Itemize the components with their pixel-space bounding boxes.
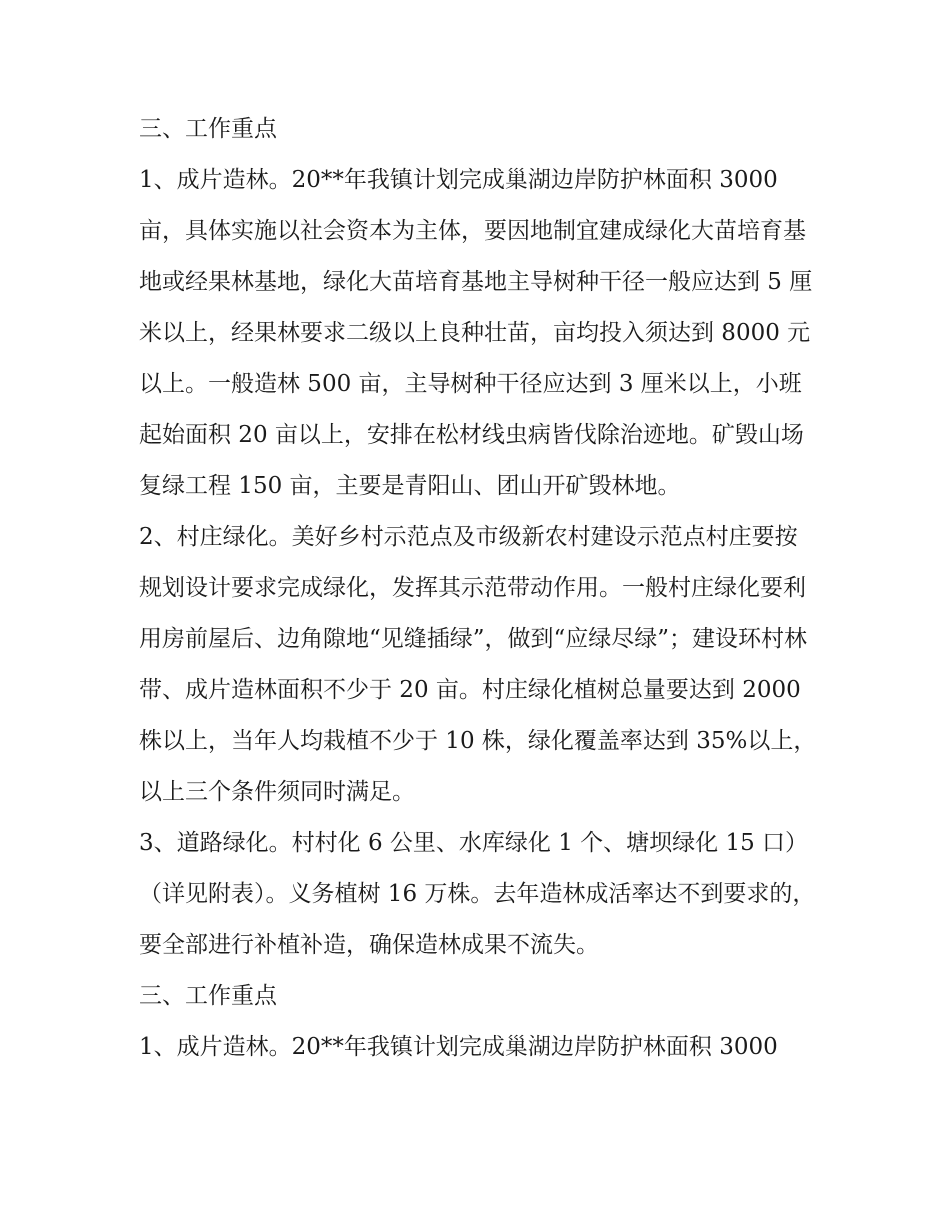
section-heading-repeat: 三、工作重点	[139, 983, 277, 1009]
paragraph-afforestation-repeat: 1、成片造林。20**年我镇计划完成巢湖边岸防护林面积 3000	[139, 1034, 778, 1060]
section-heading: 三、工作重点	[139, 116, 277, 142]
document-body	[139, 104, 819, 1073]
paragraph-road-greening: 3、道路绿化。村村化 6 公里、水库绿化 1 个、塘坝绿化 15 口）（详见附表）。义务植树 16 万株。去年造林成活率达不到要求的，要全部进行补植补造，确保造林成果不流失。	[139, 830, 816, 958]
paragraph-village-greening: 2、村庄绿化。美好乡村示范点及市级新农村建设示范点村庄要按规划设计要求完成绿化，发挥其示范带动作用。一般村庄绿化要利用房前屋后、边角隙地“见缝插绿”，做到“应绿尽绿”；建设环村林带、成片造林面积不少于 20 亩。村庄绿化植树总量要达到 2000 株以上，当年人均栽植不少于 10 株，绿化覆盖率达到 35%以上，以上三个条件须同时满足。	[139, 524, 817, 805]
paragraph-afforestation: 1、成片造林。20**年我镇计划完成巢湖边岸防护林面积 3000 亩，具体实施以社会资本为主体，要因地制宜建成绿化大苗培育基地或经果林基地，绿化大苗培育基地主导树种干径一般应达到 5 厘米以上，经果林要求二级以上良种壮苗，亩均投入须达到 8000 元以上。一般造林 500 亩，主导树种干径应达到 3 厘米以上，小班起始面积 20 亩以上，安排在松材线虫病皆伐除治迹地。矿毁山场复绿工程 150 亩，主要是青阳山、团山开矿毁林地。	[139, 167, 813, 499]
